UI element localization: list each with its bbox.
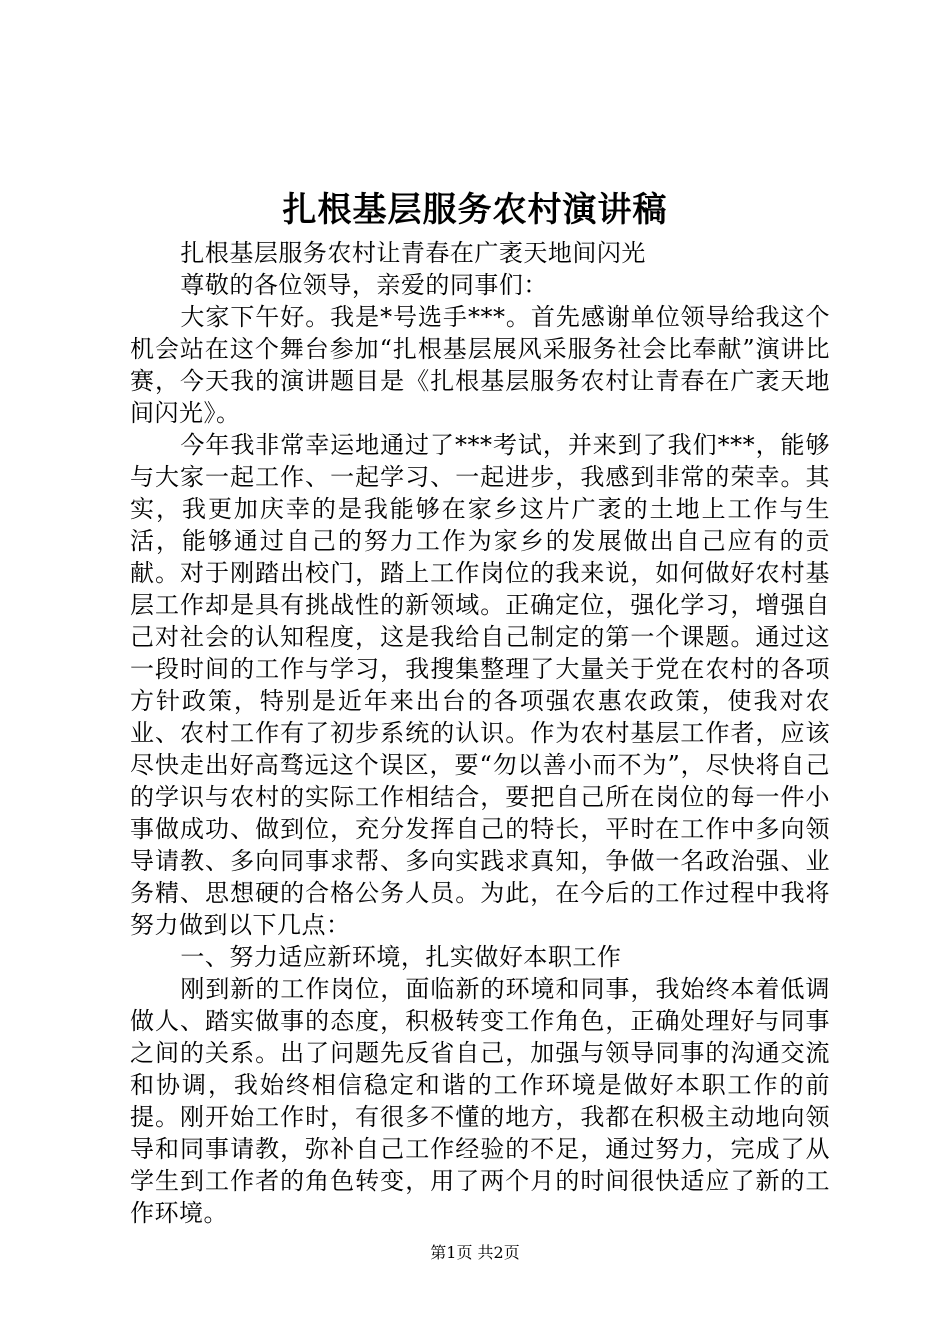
body-paragraph: 大家下午好。我是*号选手***。首先感谢单位领导给我这个机会站在这个舞台参加“扎根基层展风采服务社会比奉献”演讲比赛，今天我的演讲题目是《扎根基层服务农村让青春在广袤天地间闪光》。 [130, 303, 830, 427]
subtitle-paragraph: 扎根基层服务农村让青春在广袤天地间闪光 [180, 239, 646, 267]
body-paragraph: 今年我非常幸运地通过了***考试，并来到了我们***，能够与大家一起工作、一起学习、一起进步，我感到非常的荣幸。其实，我更加庆幸的是我能够在家乡这片广袤的土地上工作与生活，能够通过自己的努力工作为家乡的发展做出自己应有的贡献。对于刚踏出校门，踏上工作岗位的我来说，如何做好农村基层工作却是具有挑战性的新领域。正确定位，强化学习，增强自己对社会的认知程度，这是我给自己制定的第一个课题。通过这一段时间的工作与学习，我搜集整理了大量关于党在农村的各项方针政策，特别是近年来出台的各项强农惠农政策，使我对农业、农村工作有了初步系统的认识。作为农村基层工作者，应该尽快走出好高骛远这个误区，要“勿以善小而不为”，尽快将自己的学识与农村的实际工作相结合，要把自己所在岗位的每一件小事做成功、做到位，充分发挥自己的特长，平时在工作中多向领导请教、多向同事求帮、多向实践求真知，争做一名政治强、业务精、思想硬的合格公务人员。为此，在今后的工作过程中我将努力做到以下几点： [130, 431, 830, 939]
document-body [130, 237, 830, 1229]
document-title: 扎根基层服务农村演讲稿 [282, 190, 668, 230]
section-heading: 一、努力适应新环境，扎实做好本职工作 [180, 943, 622, 971]
body-paragraph: 刚到新的工作岗位，面临新的环境和同事，我始终本着低调做人、踏实做事的态度，积极转变工作角色，正确处理好与同事之间的关系。出了问题先反省自己，加强与领导同事的沟通交流和协调，我始终相信稳定和谐的工作环境是做好本职工作的前提。刚开始工作时，有很多不懂的地方，我都在积极主动地向领导和同事请教，弥补自己工作经验的不足，通过努力，完成了从学生到工作者的角色转变，用了两个月的时间很快适应了新的工作环境。 [130, 975, 830, 1227]
greeting-paragraph: 尊敬的各位领导，亲爱的同事们： [180, 271, 548, 299]
page-footer: 第1页 共2页 [430, 1243, 520, 1262]
